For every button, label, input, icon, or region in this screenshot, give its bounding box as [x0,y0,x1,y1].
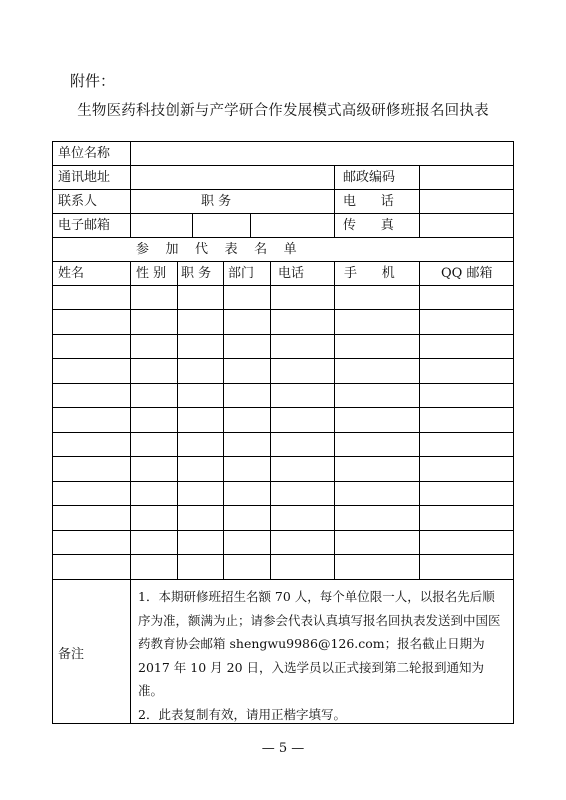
row-line [52,432,514,433]
table-border-right [513,141,514,724]
phone-label: 电 话 [343,194,394,209]
attachment-label: 附件： [70,72,116,90]
col-line [419,165,420,237]
col-line [250,213,251,237]
row-line [52,530,514,531]
row-line [52,383,514,384]
column-header-name: 姓名 [58,266,85,281]
column-header-mobile: 手 机 [344,266,395,281]
row-line [52,407,514,408]
row-line [52,579,514,580]
col-line [177,261,178,579]
remarks-label: 备注 [58,647,85,662]
remarks-text [138,585,506,726]
row-line [52,165,514,166]
column-header-phone: 电话 [278,266,305,281]
contact-label: 联系人 [58,194,98,209]
col-line [334,261,335,579]
row-line [52,481,514,482]
table-border-left [52,141,53,724]
row-line [52,261,514,262]
participants-header: 参 加 代 表 名 单 [136,242,297,257]
col-line [419,261,420,579]
row-line [52,554,514,555]
page-number: — 5 — [261,741,305,756]
column-header-position: 职 务 [181,266,212,281]
remark-item: 2．此表复制有效，请用正楷字填写。 [138,706,346,722]
column-header-gender: 性 别 [136,266,167,281]
col-line [130,141,131,237]
col-line [192,213,193,237]
row-line [52,456,514,457]
unit-name-label: 单位名称 [58,146,111,161]
row-line [52,358,514,359]
position-label: 职 务 [201,194,232,209]
col-line [334,165,335,237]
col-line [130,261,131,579]
row-line [52,505,514,506]
address-label: 通讯地址 [58,170,111,185]
col-line [223,261,224,579]
registration-form-table [52,141,514,724]
form-title: 生物医药科技创新与产学研合作发展模式高级研修班报名回执表 [77,103,489,119]
row-line [52,189,514,190]
postcode-label: 邮政编码 [343,170,396,185]
row-line [52,285,514,286]
row-line [52,334,514,335]
row-line [52,309,514,310]
email-label: 电子邮箱 [58,218,111,233]
row-line [52,213,514,214]
column-header-qq-email: QQ 邮箱 [441,266,493,281]
remark-item: 1．本期研修班招生名额 70 人，每个单位限一人，以报名先后顺序为准，额满为止；请参会代表认真填写报名回执表发送到中国医药教育协会邮箱 shengwu9986@126.com；报名截止日期为 2017 年 10 月 20 日，入选学员以正式接到第二轮报到通知为准。 [138,589,501,698]
col-line [270,261,271,579]
table-border-top [52,141,514,142]
fax-label: 传 真 [343,218,394,233]
row-line [52,237,514,238]
col-line [130,579,131,724]
column-header-department: 部门 [228,266,255,281]
